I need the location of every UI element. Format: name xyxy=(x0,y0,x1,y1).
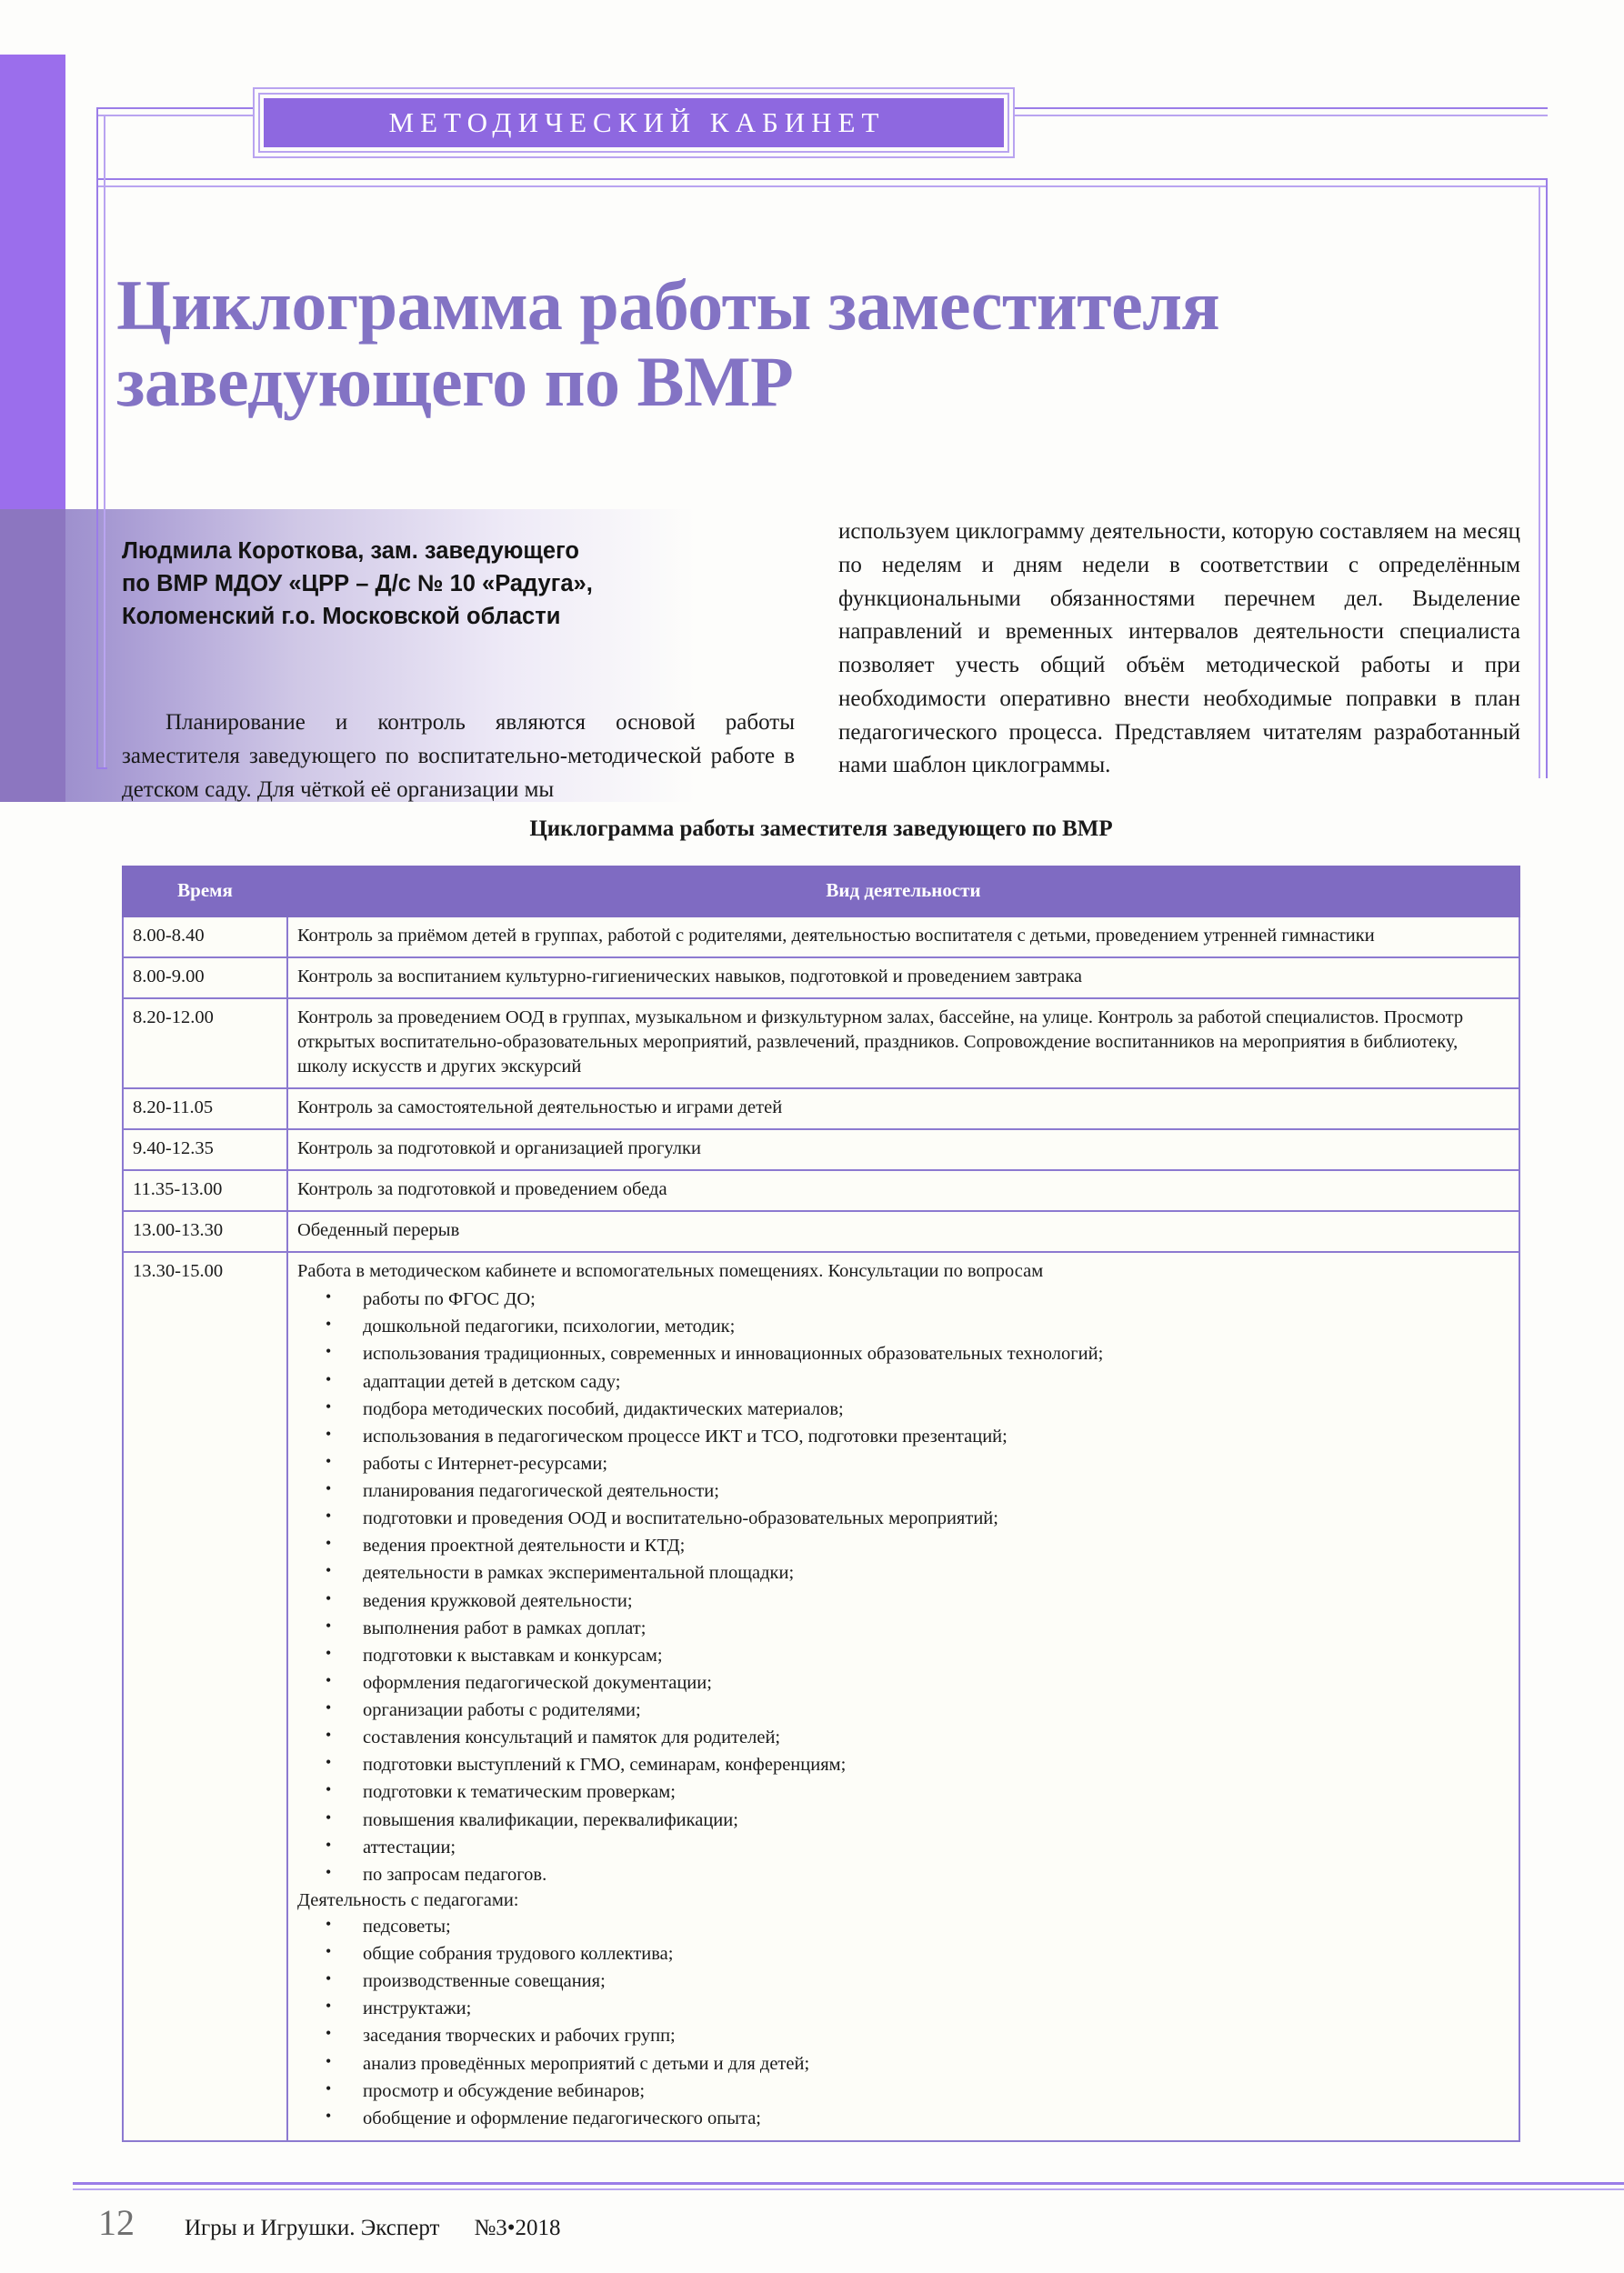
frame-right-outer xyxy=(1546,178,1548,778)
table-row xyxy=(123,1088,1519,1129)
list-item: • деятельности в рамках экспериментальной площадки; xyxy=(297,1559,1509,1587)
cell-activity: Контроль за приёмом детей в группах, работой с родителями, деятельностью воспитателя с детьми, проведением утренней гимнастики xyxy=(287,916,1519,957)
table-row xyxy=(123,916,1519,957)
issue-number: №3•2018 xyxy=(474,2216,561,2240)
list-item: • ведения проектной деятельности и КТД; xyxy=(297,1532,1509,1559)
frame-left-inner xyxy=(104,115,105,769)
list-item: • работы по ФГОС ДО; xyxy=(297,1286,1509,1313)
frame-mid-inner xyxy=(96,185,1548,187)
table-row xyxy=(123,1211,1519,1252)
list-item: • обобщение и оформление педагогического опыта; xyxy=(297,2105,1509,2132)
list-item: • подготовки к тематическим проверкам; xyxy=(297,1778,1509,1806)
cell-time: 9.40-12.35 xyxy=(123,1129,287,1170)
schedule-table xyxy=(122,866,1520,2142)
cell-activity: Контроль за воспитанием культурно-гигиенических навыков, подготовкой и проведением завтрака xyxy=(287,957,1519,998)
section-kicker-badge xyxy=(253,87,1015,158)
frame-mid-outer xyxy=(96,178,1548,180)
list-item: • работы с Интернет-ресурсами; xyxy=(297,1450,1509,1477)
table-header-row xyxy=(123,866,1519,916)
page-number: 12 xyxy=(98,2202,135,2243)
kicker-fill xyxy=(264,98,1004,147)
intro-paragraph-left: Планирование и контроль являются основой работы заместителя заведующего по воспитательно-методической работе в детском саду. Для чёткой её организации мы xyxy=(122,710,795,802)
cell-activity: Контроль за подготовкой и организацией прогулки xyxy=(287,1129,1519,1170)
cell-time: 13.30-15.00 xyxy=(123,1252,287,2141)
kicker-label: МЕТОДИЧЕСКИЙ КАБИНЕТ xyxy=(388,106,886,138)
magazine-name: Игры и Игрушки. Эксперт xyxy=(185,2216,440,2240)
cell-time: 8.20-11.05 xyxy=(123,1088,287,1129)
list-item: • педсоветы; xyxy=(297,1913,1509,1940)
cell-time: 13.00-13.30 xyxy=(123,1211,287,1252)
cell-activity: Обеденный перерыв xyxy=(287,1211,1519,1252)
list-item: • дошкольной педагогики, психологии, методик; xyxy=(297,1313,1509,1340)
frame-right-inner xyxy=(1539,185,1540,778)
table-row xyxy=(123,957,1519,998)
list-item: • адаптации детей в детском саду; xyxy=(297,1368,1509,1396)
cell-activity: Контроль за подготовкой и проведением обеда xyxy=(287,1170,1519,1211)
activity-subheading: Деятельность с педагогами: xyxy=(297,1889,519,1910)
table-caption: Циклограмма работы заместителя заведующего по ВМР xyxy=(529,816,1113,841)
table-row xyxy=(123,1252,1519,2141)
list-item: • общие собрания трудового коллектива; xyxy=(297,1940,1509,1968)
left-accent-bar xyxy=(0,55,65,509)
teacher-activities-list xyxy=(297,1913,1509,2132)
page-title-line-1: Циклограмма работы заместителя xyxy=(116,265,1220,345)
list-item: • ведения кружковой деятельности; xyxy=(297,1587,1509,1615)
table-row xyxy=(123,998,1519,1088)
frame-left-outer xyxy=(96,107,98,769)
cell-activity xyxy=(287,1252,1519,2141)
frame-bottom-left-stub xyxy=(96,767,107,769)
schedule-table-body xyxy=(123,916,1519,2141)
list-item: • заседания творческих и рабочих групп; xyxy=(297,2022,1509,2049)
list-item: • просмотр и обсуждение вебинаров; xyxy=(297,2078,1509,2105)
footer-rule-inner xyxy=(73,2188,1624,2190)
page-title-line-2: заведующего по ВМР xyxy=(116,342,794,422)
list-item: • подготовки выступлений к ГМО, семинарам, конференциям; xyxy=(297,1751,1509,1778)
list-item: • использования традиционных, современных и инновационных образовательных технологий; xyxy=(297,1340,1509,1367)
column-header-activity: Вид деятельности xyxy=(287,866,1519,916)
activity-lead-text: Работа в методическом кабинете и вспомогательных помещениях. Консультации по вопросам xyxy=(297,1261,1044,1282)
intro-paragraph-right: используем циклограмму деятельности, которую составляем на месяц по неделям и дням недели в соответствии с определённым функциональными обязанностями перечнем дел. Выделение направлений и временных интервалов деятельности специалиста позволяет учесть общий объём методической работы и при необходимости оперативно внести необходимые поправки в план педагогического процесса. Представляем читателям разработанный нами шаблон циклограммы. xyxy=(838,519,1520,778)
author-line-1: Людмила Короткова, зам. заведующего xyxy=(122,538,579,564)
footer-rule-outer xyxy=(73,2182,1624,2185)
consultation-topics-list xyxy=(297,1286,1509,1888)
author-block xyxy=(122,535,740,634)
cell-time: 11.35-13.00 xyxy=(123,1170,287,1211)
gradient-band-accent xyxy=(0,509,65,802)
list-item: • аттестации; xyxy=(297,1834,1509,1861)
list-item: • подготовки и проведения ООД и воспитательно-образовательных мероприятий; xyxy=(297,1505,1509,1532)
list-item: • подготовки к выставкам и конкурсам; xyxy=(297,1642,1509,1669)
table-row xyxy=(123,1129,1519,1170)
list-item: • анализ проведённых мероприятий с детьми и для детей; xyxy=(297,2050,1509,2078)
cell-activity: Контроль за проведением ООД в группах, музыкальном и физкультурном залах, бассейне, на улице. Контроль за работой специалистов. Просмотр открытых воспитательно-образовательных мероприятий, развлечений, праздников. Сопровождение воспитанников на мероприятия в библиотеку, школу искусств и других экскурсий xyxy=(287,998,1519,1088)
page-footer xyxy=(98,2201,561,2244)
column-header-time: Время xyxy=(123,866,287,916)
list-item: • подбора методических пособий, дидактических материалов; xyxy=(297,1396,1509,1423)
list-item: • оформления педагогической документации; xyxy=(297,1669,1509,1697)
list-item: • выполнения работ в рамках доплат; xyxy=(297,1615,1509,1642)
cell-time: 8.00-9.00 xyxy=(123,957,287,998)
list-item: • планирования педагогической деятельности; xyxy=(297,1477,1509,1505)
list-item: • составления консультаций и памяток для родителей; xyxy=(297,1724,1509,1751)
list-item: • использования в педагогическом процессе ИКТ и ТСО, подготовки презентаций; xyxy=(297,1423,1509,1450)
page-title xyxy=(116,267,1480,420)
list-item: • по запросам педагогов. xyxy=(297,1861,1509,1888)
cell-time: 8.20-12.00 xyxy=(123,998,287,1088)
list-item: • инструктажи; xyxy=(297,1995,1509,2022)
cell-activity: Контроль за самостоятельной деятельностью и играми детей xyxy=(287,1088,1519,1129)
list-item: • повышения квалификации, переквалификации; xyxy=(297,1807,1509,1834)
author-line-3: Коломенский г.о. Московской области xyxy=(122,604,561,630)
author-line-2: по ВМР МДОУ «ЦРР – Д/с № 10 «Радуга», xyxy=(122,571,593,597)
table-row xyxy=(123,1170,1519,1211)
cell-time: 8.00-8.40 xyxy=(123,916,287,957)
list-item: • производственные совещания; xyxy=(297,1968,1509,1995)
list-item: • организации работы с родителями; xyxy=(297,1697,1509,1724)
